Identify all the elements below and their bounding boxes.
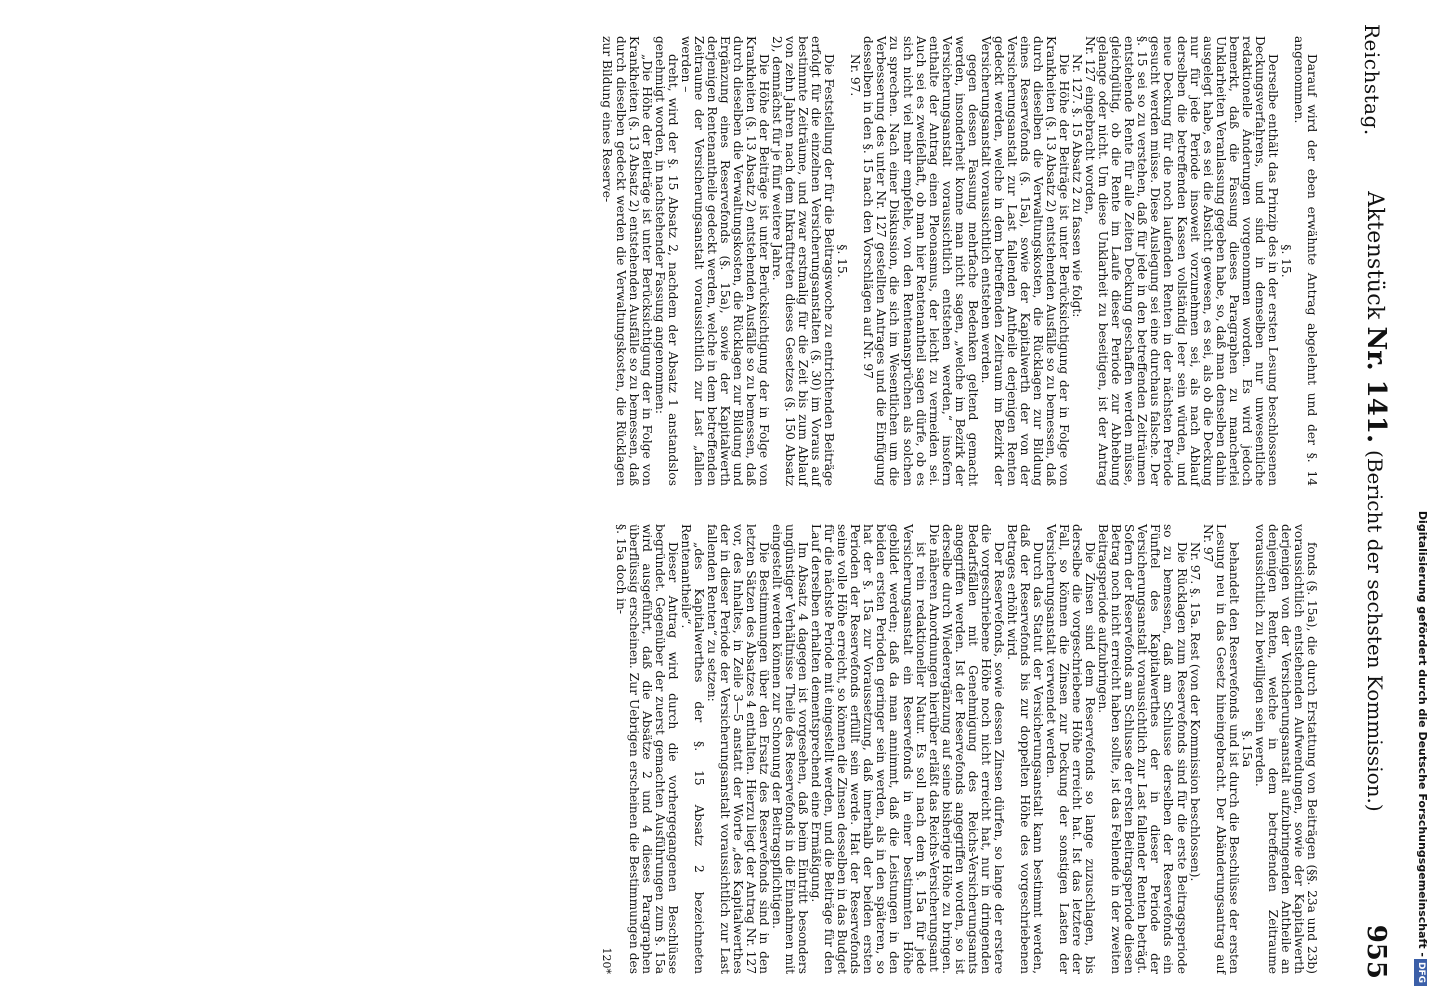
page-header <box>1338 24 1390 979</box>
paragraph: „Die Höhe der Beiträge ist unter Berücksichtigung der in Folge von Krankheiten (§. 13 Absatz 2) entstehenden Ausfälle so zu bemessen, daß durch dieselben gedeckt werden die Verwaltungskosten, die Rücklagen zur Bildung eines Reserve- <box>600 36 654 486</box>
header-subtitle: (Bericht der sechsten Kommission.) <box>1363 450 1387 812</box>
paragraph: Im Absatz 4 dagegen ist vorgesehen, daß beim Eintritt besonders ungünstiger Verhältnisse Theile des Reservefonds in die Einnahmen mit eingestellt werden können zur Schonung der Beitragspflichtigen. <box>770 524 811 974</box>
digitization-sidebar <box>1404 0 1432 1000</box>
paragraph: fonds (§. 15a), die durch Erstattung von Beiträgen (§§. 23a und 23b) voraussichtlich entstehenden Aufwendungen, sowie der Kapitalwerth derjenigen von der Versicherungsanstalt aufzubringenden Antheile an denjenigen Renten, welche in dem betreffenden Zeitraume voraussichtlich zu bewilligen sein werden. <box>1252 524 1319 974</box>
paragraph: Nr. 97. <box>848 54 863 97</box>
section-heading: §. 15. <box>1278 244 1293 278</box>
paragraph: Der Reservefonds, sowie dessen Zinsen dürfen, so lange der erstere die vorgeschriebene Höhe noch nicht erreicht hat, nur in dringenden Bedarfsfällen mit Genehmigung des Reichs-Versicherungsamts angegriffen werden. Ist der Reservefonds angegriffen worden, so ist derselbe durch Wiederergänzung auf seine bisherige Höhe zu bringen. Die näheren Anordnungen hierüber erläßt das Reichs-Versicherungsamt <box>926 524 1006 974</box>
section-heading: §. 15a <box>1239 730 1254 768</box>
digitization-note <box>1408 0 1432 1000</box>
header-title: Aktenstück <box>1362 191 1387 320</box>
dfg-logo: DFG <box>1414 959 1427 986</box>
paragraph: Die Rücklagen zum Reservefonds sind für die erste Beitragsperiode so zu bemessen, daß am Schlusse derselben der Reservefonds ein Fünftel des Kapitalwerthes der in dieser Periode der Versicherungsanstalt voraussichtlich zur Last fallender Renten beträgt. Sofern der Reservefonds am Schlusse der ersten Beitragsperiode diesen Betrag noch nicht erreicht haben sollte, ist das Fehlende in der zweiten Beitragsperiode aufzubringen. <box>1096 524 1189 974</box>
paragraph: Derselbe enthält das Prinzip des in der ersten Lesung beschlossenen Deckungsverfahrens, und sind in demselben nur unwesentliche redaktionelle Änderungen vorgenommen worden. Es wird jedoch bemerkt, daß die Fassung dieses Paragraphen zu mancherlei Unklarheiten Veranlassung gegeben habe, so, daß man denselben dahin ausgelegt habe, es sei die Absicht gewesen, es sei, als ob die Deckung nur für jede Periode insoweit vorzunehmen sei, als nach Ablauf derselben die betreffenden Kassen vollständig leer sein würden, und neue Deckung für die noch laufenden Renten in der nächsten Periode gesucht werden müsse. Diese Auslegung sei eine durchaus falsche. Der §. 15 sei so zu verstehen, daß für jede in den betreffenden Zeiträumen entstehende Rente für alle Zeiten Deckung geschaffen werden müsse, gleichgültig, ob die Rente im Laufe dieser Periode zur Abhebung gelange oder nicht. Um diese Unklarheit zu beseitigen, ist der Antrag Nr. 127 eingebracht worden, <box>1083 36 1280 486</box>
page-number: 955 <box>1361 924 1391 979</box>
paragraph: „des Kapitalwerthes der §. 15 Absatz 2 bezeichneten Rentenantheile“. <box>678 524 706 974</box>
paragraph: Die Feststellung der für die Beitragswoche zu entrichtenden Beiträge erfolgt für die einzelnen Versicherungsanstalten (§. 30) im Voraus auf bestimmte Zeiträume, und zwar erstmalig für die Zeit bis zum Ablauf von zehn Jahren nach dem Inkrafttreten dieses Gesetzes (§. 150 Absatz 2), demnächst für je fünf weitere Jahre. <box>770 36 837 486</box>
header-number: Nr. 141. <box>1361 326 1391 444</box>
paragraph: Die Höhe der Beiträge ist unter Berücksichtigung der in Folge von Krankheiten (§. 13 Absatz 2) entstehenden Ausfälle so zu bemessen, daß durch dieselben die Verwaltungskosten, die Rücklagen zur Bildung und Ergänzung eines Reservefonds (§. 15a), sowie der Kapitalwerth derjenigen Rentenantheile gedeckt werden, welche in dem betreffenden Zeitraume der Versicherungsanstalt voraussichtlich zur Last „fallen werden – <box>678 36 772 486</box>
paragraph: Nr. 97. §. 15a. Rest (von der Kommission beschlossen). <box>1187 542 1202 882</box>
paragraph: Durch das Statut der Versicherungsanstalt kann bestimmt werden, daß der Reservefonds bis zur doppelten Höhe des vorgeschriebenen Betrages erhöht wird. <box>1004 524 1046 974</box>
paragraph: Darauf wird der eben erwähnte Antrag abgelehnt und der §. 14 angenommen. <box>1291 36 1319 486</box>
paragraph: Nr. 127. §. 15 Absatz 2 zu fassen wie folgt: <box>1070 54 1085 318</box>
left-column <box>600 36 1318 486</box>
section-heading: §. 15. <box>835 244 850 278</box>
paragraph: dreht, wird der §. 15 Absatz 2, nachdem der Absatz 1 anstandslos genehmigt worden, in nachstehender Fassung angenommen: <box>652 36 680 486</box>
paragraph: gegen dessen Fassung mehrfache Bedenken geltend gemacht werden, insonderheit konne man nicht sagen, „welche im Bezirk der Versicherungsanstalt voraussichtlich entstehen werden,“ insofern enthalte der Antrag einen Pleonasmus, der leicht zu vermeiden sei. Auch sei es zweifelhaft, ob man hier Rentenantheil sagen dürfe, ob es sich nicht viel mehr empfehle, von den Rentenansprüchen als solchen zu sprechen. Nach einer Diskussion, die sich im Wesentlichen um die Verbesserung des unter Nr. 127 gestellten Antrages und die Einfügung desselben in den §. 15 nach den Vorschlägen auf Nr. 97 <box>861 36 980 486</box>
paragraph: Die Zinsen sind dem Reservefonds so lange zuzuschlagen, bis derselbe die vorgeschriebene Höhe erreicht hat. Ist das letztere der Fall, so können die Zinsen zur Deckung der sonstigen Lasten der Versicherungsanstalt verwendet werden. <box>1044 524 1098 974</box>
paragraph: Dieser Antrag wird durch die vorhergegangenen Beschlüsse begründet. Gegenüber der zuerst gemachten Ausführungen zum §. 15a wird ausgeführt, daß die Absätze 2 und 4 dieses Paragraphen überflüssig erscheinen. Zur Uebrigen erscheinen die Bestimmungen des §. 15a doch in- <box>613 524 680 974</box>
paragraph: Die Höhe der Beiträge ist unter Berücksichtigung der in Folge von Krankheiten (§. 13 Absatz 2) entstehenden Ausfälle so zu bemessen, daß durch dieselben die Verwaltungskosten, die Rücklagen zur Bildung eines Reservefonds (§. 15a), sowie der Kapitalwerth der von der Versicherungsanstalt zur Last fallenden Antheile derjenigen Renten gedeckt werden, welche in dem betreffenden Zeitraum im Bezirk der Versicherungsanstalt voraussichtlich entstehen werden. <box>978 36 1072 486</box>
paragraph: behandelt den Reservefonds und ist durch die Beschlüsse der ersten Lesung neu in das Gesetz hineingebracht. Der Abänderungsantrag auf Nr. 97 <box>1200 524 1241 974</box>
paragraph: ist rein redaktioneller Natur. Es soll nach dem §. 15a für jede Versicherungsanstalt ein Reservefonds in einer bestimmten Höhe gebildet werden; daß da man annimmt, daß die Leistungen in den beiden ersten Perioden geringer sein werden, als in den späteren, so hat der §. 15a zur Voraussetzung, daß innerhalb der beiden ersten Perioden der Reservefonds erfüllt sein werde. Hat der Reservefonds seine volle Höhe erreicht, so können die Zinsen desselben in das Budget für die nächste Periode mit eingestellt werden, und die Beiträge für den Lauf derselben erhalten dementsprechend eine Ermäßigung. <box>809 524 928 974</box>
digitization-note-text: Digitalisierung gefördert durch die Deutsche Forschungsgemeinschaft - <box>1416 510 1429 957</box>
signature-mark: 120* <box>600 947 614 974</box>
header-left: Reichstag. <box>1360 24 1384 136</box>
right-column <box>600 524 1318 974</box>
paragraph: Die Bestimmungen über den Ersatz des Reservefonds sind in den letzten Sätzen des Absatzes 4 enthalten. Hierzu liegt der Antrag Nr. 127 vor, des Inhaltes, in Zeile 3—5 anstatt der Worte „des Kapitalwerthes der in dieser Periode der Versicherungsanstalt voraussichtlich zur Last fallenden Renten“ zu setzen: <box>704 524 772 974</box>
